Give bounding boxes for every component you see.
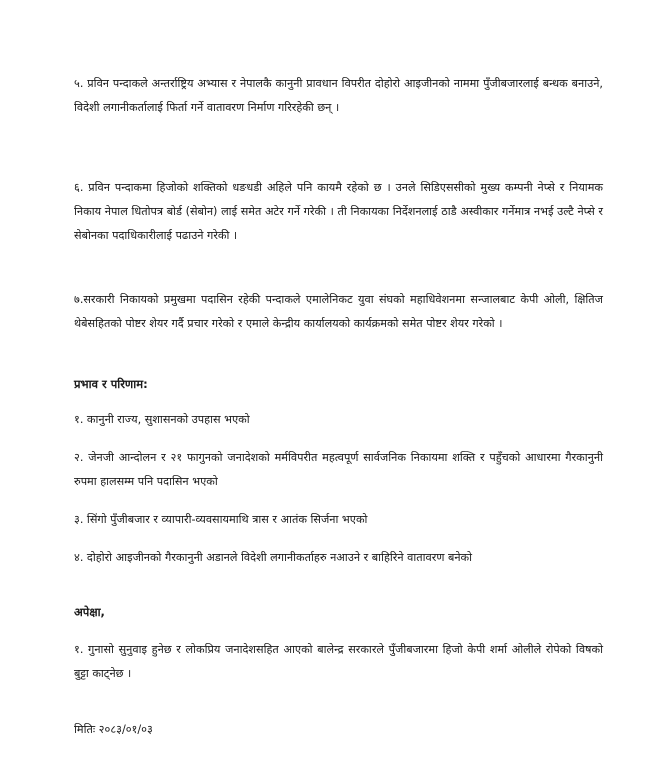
impact-item-2: २. जेनजी आन्दोलन र २१ फागुनको जनादेशको मर्मविपरीत महत्वपूर्ण सार्वजनिक निकायमा शक्ति र पहुँचको आधारमा गैरकानुनी रुपमा हालसम्म पनि पदासिन भएको xyxy=(74,451,603,488)
expectation-heading: अपेक्षा, xyxy=(74,605,105,619)
impact-item-1: १. कानुनी राज्य, सुशासनको उपहास भएको xyxy=(74,413,250,426)
point-7-paragraph: ७.सरकारी निकायको प्रमुखमा पदासिन रहेकी पन्दाकले एमालेनिकट युवा संघको महाधिवेशनमा सन्जालबाट केपी ओली, क्षितिज थेबेसहितको पोष्टर शेयर गर्दै प्रचार गरेको र एमाले केन्द्रीय कार्यालयको कार्यक्रमको समेत पोष्टर शेयर गरेको । xyxy=(74,293,603,330)
impact-item-4: ४. दोहोरो आइजीनको गैरकानुनी अडानले विदेशी लगानीकर्ताहरु नआउने र बाहिरिने वातावरण बनेको xyxy=(74,551,473,564)
expectation-item-1: १. गुनासो सुनुवाइ हुनेछ र लोकप्रिय जनादेशसहित आएको बालेन्द्र सरकारले पुँजीबजारमा हिजो केपी शर्मा ओलीले रोपेको विषको बुट्टा काट्नेछ । xyxy=(74,643,603,680)
point-5-paragraph: ५. प्रविन पन्दाकले अन्तर्राष्ट्रिय अभ्यास र नेपालकै कानुनी प्रावधान विपरीत दोहोरो आइजीनको नाममा पुँजीबजारलाई बन्धक बनाउने, विदेशी लगानीकर्तालाई फिर्ता गर्ने वातावरण निर्माण गरिरहेकी छन् । xyxy=(74,77,603,114)
date-line: मितिः २०८३/०१/०३ xyxy=(74,723,153,736)
impact-item-3: ३. सिंगो पुँजीबजार र व्यापारी-व्यवसायमाथि त्रास र आतंक सिर्जना भएको xyxy=(74,513,368,526)
impact-heading: प्रभाव र परिणाम: xyxy=(74,377,148,391)
point-6-paragraph: ६. प्रविन पन्दाकमा हिजोको शक्तिको धङधडी अहिले पनि कायमै रहेको छ । उनले सिडिएससीको मुख्य कम्पनी नेप्से र नियामक निकाय नेपाल धितोपत्र बोर्ड (सेबोन) लाई समेत अटेर गर्ने गरेकी । ती निकायका निर्देशनलाई ठाडै अस्वीकार गर्नेमात्र नभई उल्टै नेप्से र सेबोनका पदाधिकारीलाई पढाउने गरेकी । xyxy=(74,181,603,242)
